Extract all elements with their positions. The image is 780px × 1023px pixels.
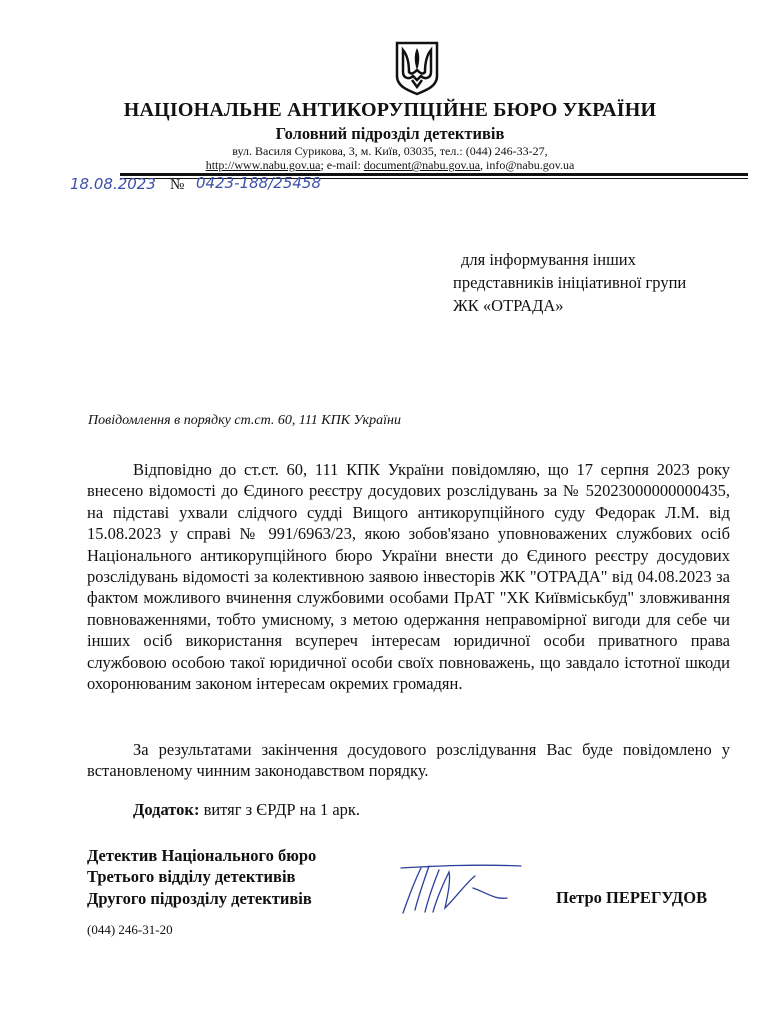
address-line: вул. Василя Сурикова, 3, м. Київ, 03035, тел.: (044) 246-33-27, xyxy=(232,144,548,158)
signatory-title-line-3: Другого підрозділу детективів xyxy=(87,888,312,908)
signatory-title-line-1: Детектив Національного бюро xyxy=(87,846,317,865)
number-sign: № xyxy=(170,177,185,193)
recipient-line-3: ЖК «ОТРАДА» xyxy=(453,296,564,315)
body-paragraph-1: Відповідно до ст.ст. 60, 111 КПК України повідомляю, що 17 серпня 2023 року внесено відомості до Єдиного реєстру досудових розслідувань за № 52023000000000435, на підставі ухвали слідчого судді Вищого антикорупційного суду Федорак Л.М. від 15.08.2023 у справі № 991/6963/23, якою зобов'язано уповноважених службових осіб Національного антикорупційного бюро України внести до Єдиного реєстру досудових розслідувань відомості за колективною заявою інвесторів ЖК "ОТРАДА" від 04.08.2023 за фактом можливого вчинення службовими особами ПрАТ "ХК Київміськбуд" зловживання повноваженнями, тобто умисному, з метою одержання неправомірної вигоди для себе чи інших осіб використання всупереч інтересам юридичної особи приватного права службовою особою такої юридичної особи своїх повноважень, що завдало істотної шкоди охоронюваним законом інтересам окремих громадян. xyxy=(87,460,730,694)
signatory-name: Петро ПЕРЕГУДОВ xyxy=(556,888,708,907)
attachment-label: Додаток: xyxy=(133,800,200,819)
body-paragraph-2: За результатами закінчення досудового розслідування Вас буде повідомлено у встановленому чинним законодавством порядку. xyxy=(87,740,730,781)
notice-title: Повідомлення в порядку ст.ст. 60, 111 КПК України xyxy=(88,413,401,428)
attachment-text: витяг з ЄРДР на 1 арк. xyxy=(199,800,361,819)
signatory-title-line-2: Третього відділу детективів xyxy=(87,867,296,887)
signatory-title xyxy=(87,845,316,909)
email-label: ; e-mail: xyxy=(320,158,361,172)
handwritten-signature xyxy=(395,858,525,918)
recipient-line-1: для інформування інших xyxy=(461,250,636,269)
registration-date: 18.08.2023 xyxy=(70,175,156,193)
department-name: Головний підрозділ детективів xyxy=(275,124,505,143)
attachment-line xyxy=(133,800,360,820)
recipient-block xyxy=(453,248,686,317)
email-link[interactable]: document@nabu.gov.ua xyxy=(363,158,481,172)
trident-emblem-icon xyxy=(393,40,441,96)
website-link[interactable]: http://www.nabu.gov.ua xyxy=(205,158,321,172)
organization-name: НАЦІОНАЛЬНЕ АНТИКОРУПЦІЙНЕ БЮРО УКРАЇНИ xyxy=(123,99,657,121)
signatory-phone: (044) 246-31-20 xyxy=(87,922,173,937)
contacts-line xyxy=(0,158,780,173)
recipient-line-2: представників ініціативної групи xyxy=(453,273,687,292)
email-secondary: , info@nabu.gov.ua xyxy=(480,158,575,172)
registration-number: 0423-188/25458 xyxy=(196,174,321,192)
